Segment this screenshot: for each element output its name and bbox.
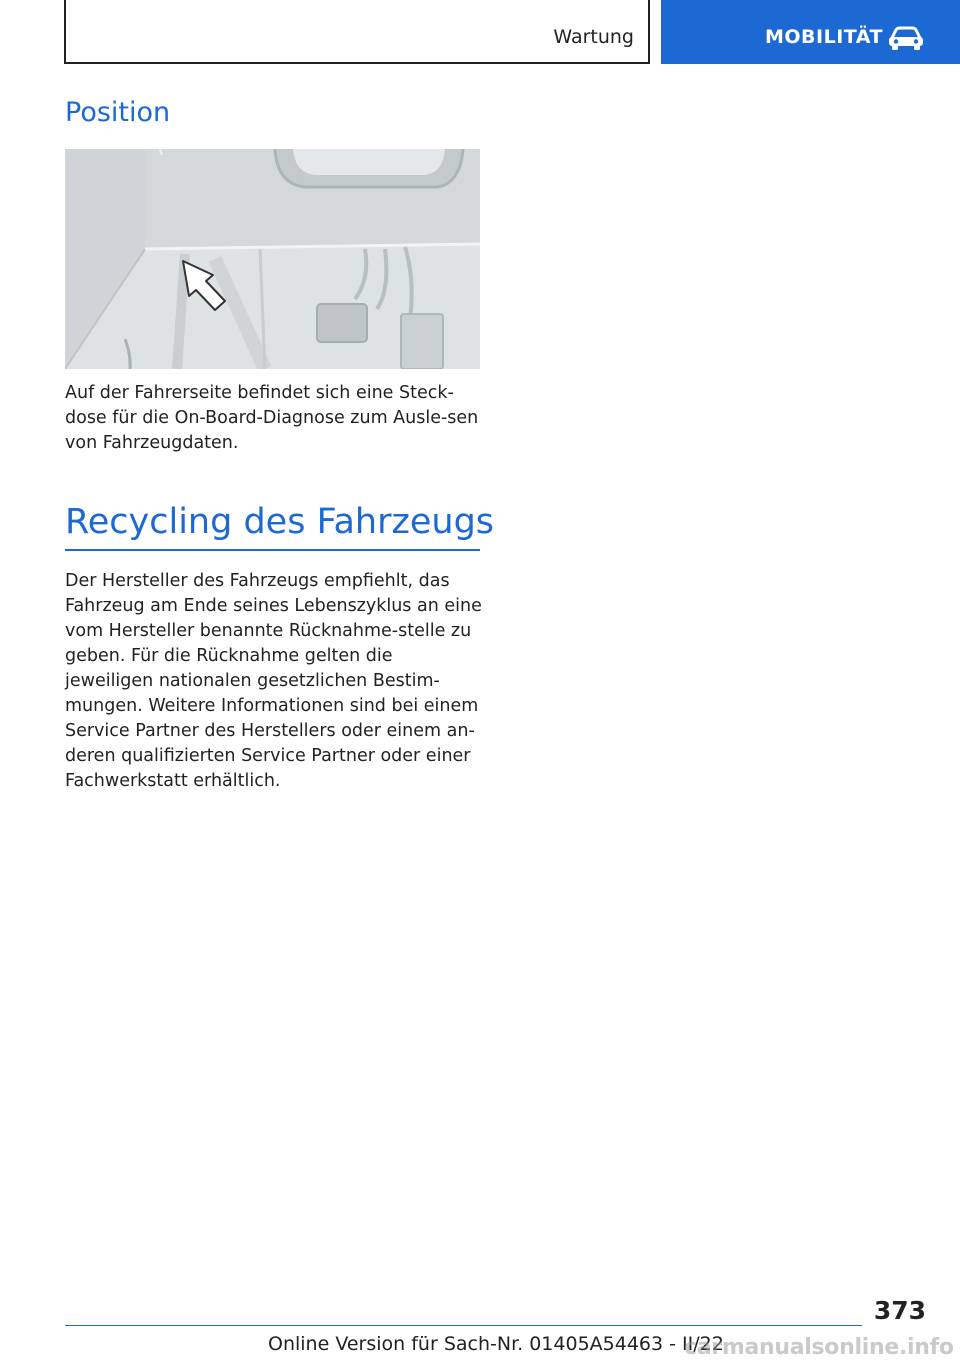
footer-text: Online Version für Sach-Nr. 01405A54463 - II/22: [268, 1333, 724, 1355]
heading-underline: [65, 549, 480, 551]
chapter-header: [64, 0, 650, 64]
position-heading: Position: [65, 97, 171, 128]
obd-socket-illustration: [65, 149, 480, 369]
position-text: Auf der Fahrerseite befindet sich eine Steck-dose für die On-Board-Diagnose zum Ausle-sen von Fahrzeugdaten.: [65, 383, 479, 453]
page-number: 373: [873, 1296, 926, 1325]
footer-rule: [65, 1325, 862, 1326]
footwell-drawing: [65, 149, 480, 369]
section-title: MOBILITÄT: [765, 26, 883, 48]
chapter-title: Wartung: [553, 26, 634, 48]
recycling-heading: Recycling des Fahrzeugs: [65, 502, 495, 542]
watermark: carmanualsonline.info: [684, 1335, 954, 1360]
recycling-text: Der Hersteller des Fahrzeugs empfiehlt, das Fahrzeug am Ende seines Lebenszyklus an eine vom Hersteller benannte Rücknahme-stelle zu geben. Für die Rücknahme gelten die jeweiligen nationalen gesetzlichen Bestim-mungen. Weitere Informationen sind bei einem Service Partner des Herstellers oder einem an-deren qualifizierten Service Partner oder einer Fachwerkstatt erhältlich.: [65, 571, 482, 791]
section-header: [661, 0, 960, 64]
car-icon: [886, 24, 926, 52]
